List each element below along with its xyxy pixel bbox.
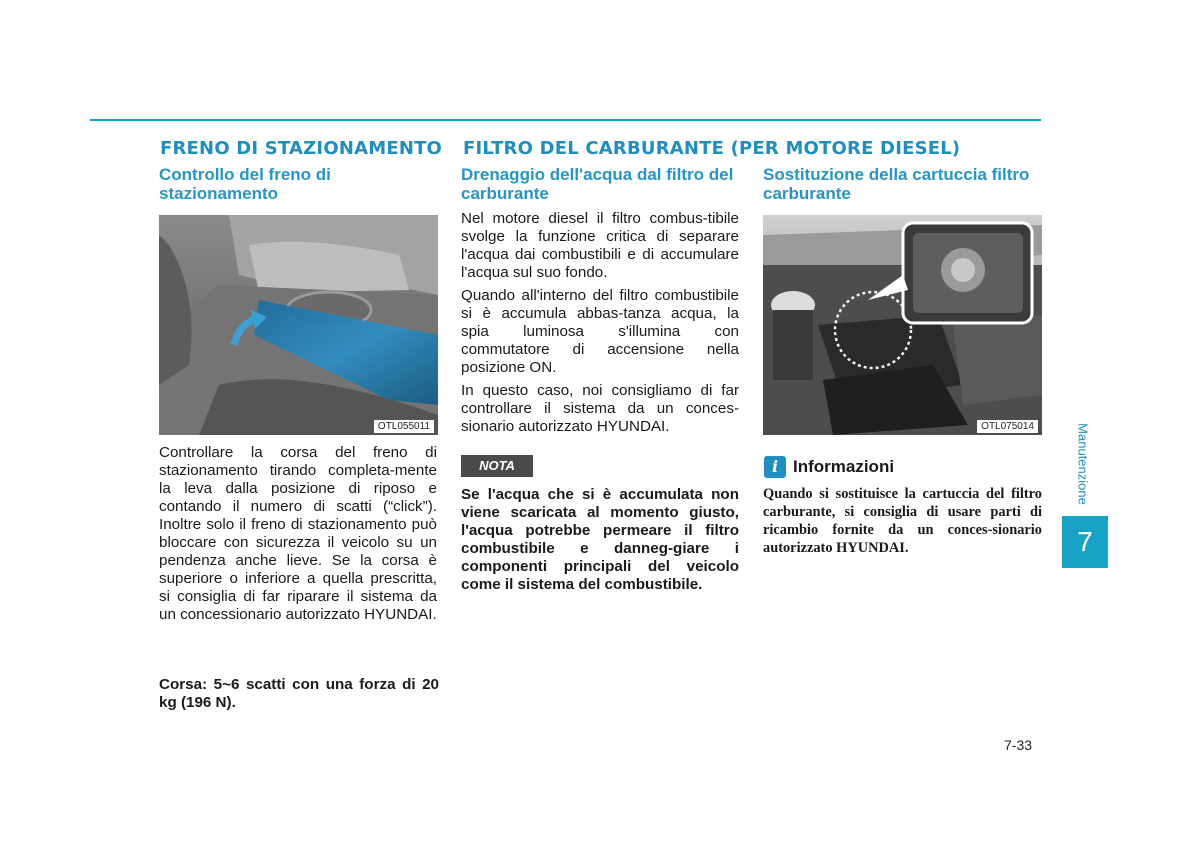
parking-brake-illustration <box>159 215 438 435</box>
chapter-tab[interactable]: 7 <box>1062 516 1108 568</box>
engine-bay-illustration <box>763 215 1042 435</box>
section-title-fuel-filter: FILTRO DEL CARBURANTE (PER MOTORE DIESEL) <box>463 138 961 159</box>
info-icon: i <box>764 456 786 478</box>
spec-value: 5~6 scatti con una forza di 20 kg (196 N). <box>159 676 439 711</box>
subtitle-filter-replacement: Sostituzione della cartuccia filtro carburante <box>763 165 1030 203</box>
parking-brake-body-text: Controllare la corsa del freno di stazionamento tirando completa-mente la leva dalla posizione di riposo e contando il numero di scatti (“click”). Inoltre solo il freno di stazionamento può bloccare con sicurezza il veicolo su un pendenza anche lieve. Se la corsa è superiore o inferiore a quella prescritta, si consiglia di far riparare il sistema da un concessionario autorizzato HYUNDAI. <box>159 444 437 623</box>
paragraph: In questo caso, noi consigliamo di far controllare il sistema da un conces-sionario autorizzato HYUNDAI. <box>461 382 739 435</box>
subtitle-parking-brake-check: Controllo del freno di stazionamento <box>159 165 331 203</box>
spec-label: Corsa: <box>159 676 208 693</box>
header-rule <box>90 119 1041 121</box>
note-text: Se l'acqua che si è accumulata non viene scaricata al momento giusto, l'acqua potrebbe permeare il filtro combustibile e danneg-giare i componenti principali del veicolo come il sistema del combustibile. <box>461 486 739 593</box>
page-number: 7-33 <box>1004 737 1033 753</box>
paragraph: Nel motore diesel il filtro combus-tibile svolge la funzione critica di separare l'acqua dai combustibili e di accumulare l'acqua sul suo fondo. <box>461 210 739 281</box>
parking-brake-photo <box>159 215 438 435</box>
section-title-parking-brake: FRENO DI STAZIONAMENTO <box>160 138 443 159</box>
note-badge: NOTA <box>461 455 533 477</box>
fuel-filter-photo <box>763 215 1042 435</box>
chapter-label <box>1074 416 1092 512</box>
info-title: Informazioni <box>793 457 895 476</box>
chapter-label-text: Manutenzione <box>1075 423 1091 505</box>
image-caption-parking-brake: OTL055011 <box>374 420 434 433</box>
parking-brake-spec <box>159 676 439 712</box>
water-drain-body <box>461 210 739 441</box>
paragraph: Quando all'interno del filtro combustibile si è accumula abbas-tanza acqua, la spia luminosa s'illumina con commutatore di accensione nella posizione ON. <box>461 287 739 376</box>
image-caption-fuel-filter: OTL075014 <box>977 420 1038 433</box>
subtitle-water-drain: Drenaggio dell'acqua dal filtro del carburante <box>461 165 734 203</box>
info-text: Quando si sostituisce la cartuccia del filtro carburante, si consiglia di usare parti di ricambio fornite da un conces-sionario autorizzato HYUNDAI. <box>763 486 1042 556</box>
